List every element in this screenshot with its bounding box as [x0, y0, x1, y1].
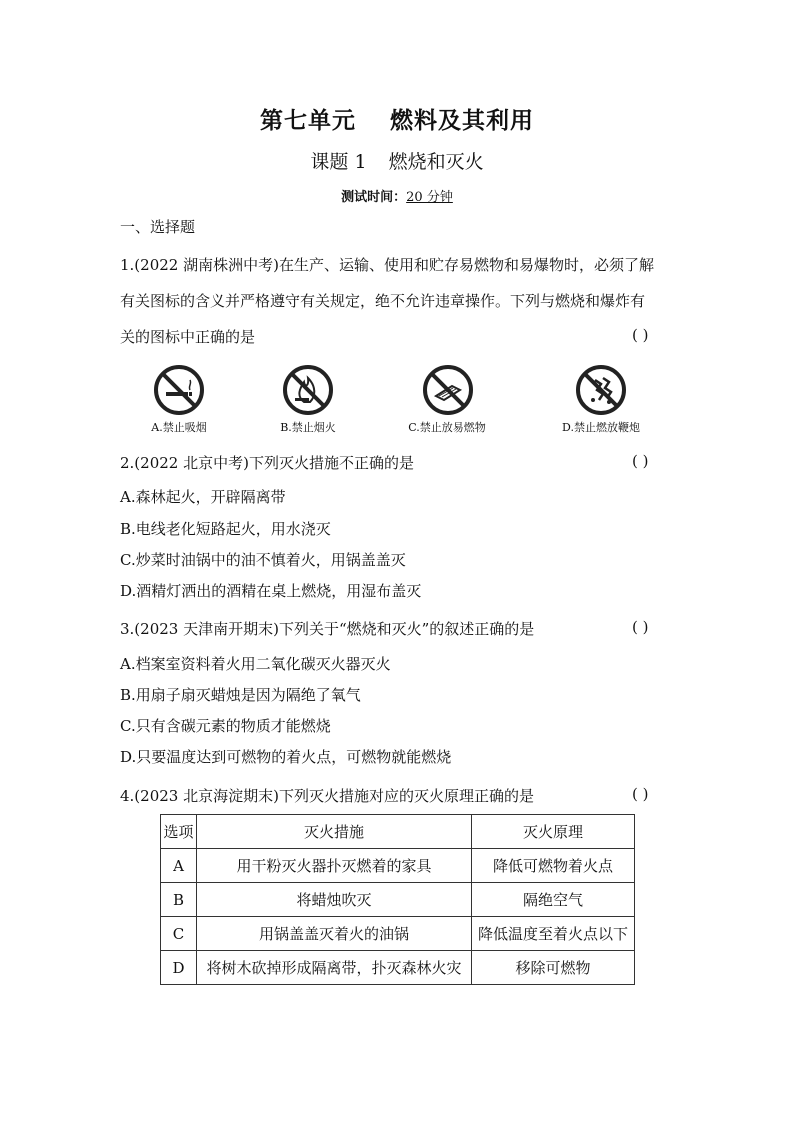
- table-header-cell: 灭火措施: [197, 815, 472, 849]
- sign-c-label: C.禁止放易燃物: [408, 421, 486, 434]
- q3-option-c: C.只有含碳元素的物质才能燃烧: [120, 717, 331, 735]
- table-row: [161, 849, 635, 883]
- lesson-topic: 燃烧和灭火: [388, 151, 484, 173]
- section-title: 一、选择题: [120, 218, 196, 236]
- test-time: [0, 186, 794, 205]
- q1-stem-line3: 关的图标中正确的是: [120, 328, 256, 346]
- no-smoking-icon: [153, 364, 205, 416]
- no-firecrackers-icon: [575, 364, 627, 416]
- table-cell: D: [161, 951, 197, 985]
- q2-option-b: B.电线老化短路起火，用水浇灭: [120, 520, 331, 538]
- no-fire-icon: [282, 364, 334, 416]
- table-cell: A: [161, 849, 197, 883]
- sign-a-label: A.禁止吸烟: [151, 421, 207, 434]
- unit-title: [0, 102, 794, 135]
- q3-option-a: A.档案室资料着火用二氧化碳灭火器灭火: [120, 655, 391, 673]
- test-time-label: 测试时间：: [341, 190, 407, 205]
- test-time-value: 20 分钟: [406, 190, 453, 205]
- unit-label: 第七单元: [260, 107, 356, 134]
- q2-stem: 2.(2022 北京中考)下列灭火措施不正确的是: [120, 454, 414, 472]
- q1-stem-line2: 有关图标的含义并严格遵守有关规定，绝不允许违章操作。下列与燃烧和爆炸有: [120, 292, 646, 310]
- q1-answer-blank: ( ): [632, 326, 649, 344]
- q2-option-c: C.炒菜时油锅中的油不慎着火，用锅盖盖灭: [120, 551, 406, 569]
- table-cell: C: [161, 917, 197, 951]
- table-row: [161, 951, 635, 985]
- q2-option-a: A.森林起火，开辟隔离带: [120, 488, 286, 506]
- table-cell: 降低温度至着火点以下: [472, 917, 635, 951]
- sign-d-label: D.禁止燃放鞭炮: [562, 421, 640, 434]
- q2-option-d: D.酒精灯洒出的酒精在桌上燃烧，用湿布盖灭: [120, 582, 422, 600]
- table-row: [161, 917, 635, 951]
- table-header-cell: 选项: [161, 815, 197, 849]
- q3-stem: 3.(2023 天津南开期末)下列关于“燃烧和灭火”的叙述正确的是: [120, 620, 535, 638]
- lesson-label: 课题 1: [310, 151, 367, 173]
- q4-table: [160, 814, 635, 985]
- lesson-title: [0, 147, 794, 174]
- table-cell: 移除可燃物: [472, 951, 635, 985]
- q1-stem-line1: 1.(2022 湖南株洲中考)在生产、运输、使用和贮存易燃物和易爆物时，必须了解: [120, 256, 654, 274]
- q3-option-b: B.用扇子扇灭蜡烛是因为隔绝了氧气: [120, 686, 361, 704]
- table-header-cell: 灭火原理: [472, 815, 635, 849]
- table-cell: 将树木砍掉形成隔离带，扑灭森林火灾: [197, 951, 472, 985]
- sign-b-label: B.禁止烟火: [280, 421, 336, 434]
- q4-stem: 4.(2023 北京海淀期末)下列灭火措施对应的灭火原理正确的是: [120, 787, 534, 805]
- q3-option-d: D.只要温度达到可燃物的着火点，可燃物就能燃烧: [120, 748, 452, 766]
- table-cell: 用干粉灭火器扑灭燃着的家具: [197, 849, 472, 883]
- table-row: [161, 883, 635, 917]
- table-cell: 用锅盖盖灭着火的油锅: [197, 917, 472, 951]
- q4-answer-blank: ( ): [632, 785, 649, 803]
- table-cell: 降低可燃物着火点: [472, 849, 635, 883]
- table-header-row: [161, 815, 635, 849]
- unit-topic: 燃料及其利用: [390, 107, 534, 134]
- no-flammables-icon: [422, 364, 474, 416]
- q2-answer-blank: ( ): [632, 452, 649, 470]
- table-cell: 将蜡烛吹灭: [197, 883, 472, 917]
- q3-answer-blank: ( ): [632, 618, 649, 636]
- table-cell: 隔绝空气: [472, 883, 635, 917]
- table-cell: B: [161, 883, 197, 917]
